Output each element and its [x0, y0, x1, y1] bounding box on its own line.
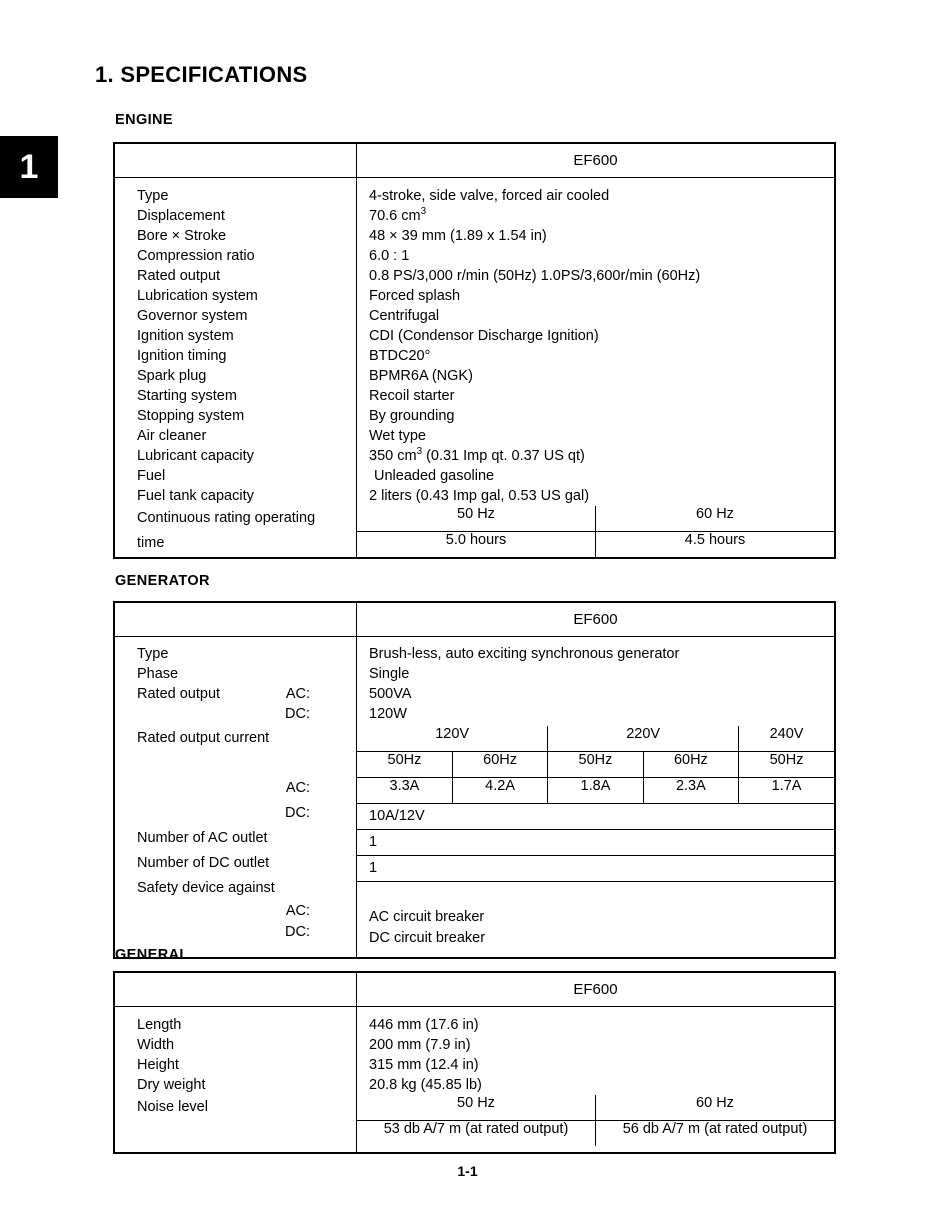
generator-row-value: Brush-less, auto exciting synchronous generator [369, 646, 680, 662]
engine-continuous-rating-label-line1: Continuous rating operating [137, 510, 316, 526]
general-row-label: Height [137, 1057, 179, 1073]
general-header-blank [115, 973, 357, 1007]
engine-label-column [115, 178, 357, 558]
general-spec-table [113, 971, 836, 1154]
general-noise-level-value: 56 db A/7 m (at rated output) [596, 1121, 835, 1147]
generator-row-value: Single [369, 666, 410, 682]
engine-frequency-header: 60 Hz [596, 506, 835, 532]
generator-safety-ac-value: AC circuit breaker [369, 909, 485, 925]
general-noise-level-label: Noise level [137, 1099, 208, 1115]
general-row-label: Dry weight [137, 1077, 206, 1093]
generator-header-row [115, 603, 834, 637]
engine-row-label: Ignition system [137, 328, 234, 344]
section-heading-engine: ENGINE [115, 112, 173, 128]
general-value-column [357, 1007, 835, 1153]
engine-row-value: 350 $cm^3$ (0.31 Imp qt. 0.37 US qt) [369, 446, 585, 464]
section-heading-general: GENERAL [115, 947, 189, 963]
generator-voltage-header: 120V [357, 726, 548, 752]
generator-row-value: 500VA [369, 686, 412, 702]
generator-value-column [357, 637, 835, 958]
engine-row-label: Fuel [137, 468, 166, 484]
generator-voltage-header: 240V [739, 726, 834, 752]
engine-row-label: Governor system [137, 308, 248, 324]
generator-model-header: EF600 [357, 603, 835, 637]
chapter-tab-number: 1 [19, 147, 39, 186]
general-row-value: 20.8 kg (45.85 lb) [369, 1077, 482, 1093]
engine-row-label: Stopping system [137, 408, 245, 424]
engine-row-value: Wet type [369, 428, 426, 444]
generator-outlet-label: Number of DC outlet [137, 855, 270, 871]
general-row-value: 315 mm (12.4 in) [369, 1057, 479, 1073]
engine-row-label: Lubricant capacity [137, 448, 254, 464]
engine-row-value: 6.0 : 1 [369, 248, 410, 264]
general-noise-level-value: 53 db A/7 m (at rated output) [357, 1121, 596, 1147]
general-frequency-header: 60 Hz [596, 1095, 835, 1121]
engine-row-label: Fuel tank capacity [137, 488, 254, 504]
generator-frequency-header: 60Hz [643, 752, 738, 778]
generator-safety-ac-sublabel: AC: [285, 903, 310, 919]
generator-row-value: 120W [369, 706, 407, 722]
engine-continuous-rating-label-line2: time [137, 535, 165, 551]
generator-dc-outlet-value: 1 [357, 855, 834, 881]
section-heading-generator: GENERATOR [115, 573, 210, 589]
engine-row-label: Displacement [137, 208, 225, 224]
engine-row-label: Bore × Stroke [137, 228, 227, 244]
engine-frequency-header: 50 Hz [357, 506, 596, 532]
general-header-row [115, 973, 834, 1007]
generator-row-label: Phase [137, 666, 179, 682]
engine-row-value: Centrifugal [369, 308, 440, 324]
general-label-column [115, 1007, 357, 1153]
engine-header-blank [115, 144, 357, 178]
generator-rated-output-ac-sublabel: AC: [285, 686, 310, 702]
general-row-label: Length [137, 1017, 182, 1033]
generator-current-ac-sublabel: AC: [285, 780, 310, 796]
generator-ac-current-value: 3.3A [357, 778, 452, 804]
engine-row-value: 2 liters (0.43 Imp gal, 0.53 US gal) [369, 488, 590, 504]
engine-row-label: Starting system [137, 388, 237, 404]
engine-continuous-rating-subtable [357, 506, 834, 557]
generator-ac-current-value: 4.2A [452, 778, 547, 804]
generator-safety-device-spacer [357, 881, 834, 907]
engine-row-value: Forced splash [369, 288, 461, 304]
engine-continuous-rating-value: 4.5 hours [596, 532, 835, 558]
generator-frequency-header: 50Hz [739, 752, 834, 778]
generator-ac-current-value: 1.7A [739, 778, 834, 804]
generator-header-blank [115, 603, 357, 637]
generator-current-dc-sublabel: DC: [285, 805, 310, 821]
generator-outlet-label: Number of AC outlet [137, 830, 268, 846]
engine-model-header: EF600 [357, 144, 835, 178]
general-noise-level-subtable [357, 1095, 834, 1146]
generator-frequency-header: 50Hz [548, 752, 643, 778]
engine-row-label: Lubrication system [137, 288, 258, 304]
engine-row-value: 70.6 $cm^3$ [369, 206, 427, 224]
engine-row-label: Air cleaner [137, 428, 207, 444]
engine-row-label: Compression ratio [137, 248, 255, 264]
engine-row-value: Unleaded gasoline [374, 468, 495, 484]
generator-safety-device-label: Safety device against [137, 880, 275, 896]
engine-row-value: Recoil starter [369, 388, 455, 404]
generator-row-label: Type [137, 646, 169, 662]
footer-page-number: 1-1 [457, 1163, 478, 1179]
engine-row-label: Spark plug [137, 368, 207, 384]
generator-rated-output-dc-sublabel: DC: [285, 706, 310, 722]
generator-rated-output-current-label: Rated output current [137, 730, 270, 746]
generator-ac-current-value: 2.3A [643, 778, 738, 804]
generator-safety-dc-sublabel: DC: [285, 924, 310, 940]
engine-row-value: BPMR6A (NGK) [369, 368, 473, 384]
engine-continuous-rating-value: 5.0 hours [357, 532, 596, 558]
general-row-label: Width [137, 1037, 175, 1053]
page-title: 1. SPECIFICATIONS [95, 62, 308, 87]
general-row-value: 446 mm (17.6 in) [369, 1017, 479, 1033]
generator-ac-current-value: 1.8A [548, 778, 643, 804]
generator-voltage-header: 220V [548, 726, 739, 752]
engine-header-row [115, 144, 834, 178]
engine-row-value: 0.8 PS/3,000 r/min (50Hz) 1.0PS/3,600r/min (60Hz) [369, 268, 701, 284]
generator-rated-output-current-subtable [357, 726, 834, 803]
engine-row-label: Ignition timing [137, 348, 227, 364]
generator-frequency-header: 50Hz [357, 752, 452, 778]
engine-row-label: Type [137, 188, 169, 204]
engine-row-value: 4-stroke, side valve, forced air cooled [369, 188, 610, 204]
engine-row-value: BTDC20° [369, 348, 431, 364]
generator-safety-dc-value: DC circuit breaker [369, 930, 486, 946]
chapter-tab-marker [0, 136, 58, 198]
generator-spec-table [113, 601, 836, 959]
generator-ac-outlet-value: 1 [357, 829, 834, 855]
general-row-value: 200 mm (7.9 in) [369, 1037, 471, 1053]
engine-row-value: 48 × 39 mm (1.89 x 1.54 in) [369, 228, 547, 244]
engine-spec-table [113, 142, 836, 559]
generator-frequency-header: 60Hz [452, 752, 547, 778]
generator-row-label: Rated output [137, 686, 221, 702]
engine-value-column [357, 178, 835, 558]
general-frequency-header: 50 Hz [357, 1095, 596, 1121]
generator-rated-output-label [115, 684, 356, 704]
engine-row-value: CDI (Condensor Discharge Ignition) [369, 328, 599, 344]
generator-dc-current-value: 10A/12V [357, 803, 834, 829]
generator-label-column [115, 637, 357, 958]
engine-row-label: Rated output [137, 268, 221, 284]
general-model-header: EF600 [357, 973, 835, 1007]
engine-row-value: By grounding [369, 408, 455, 424]
